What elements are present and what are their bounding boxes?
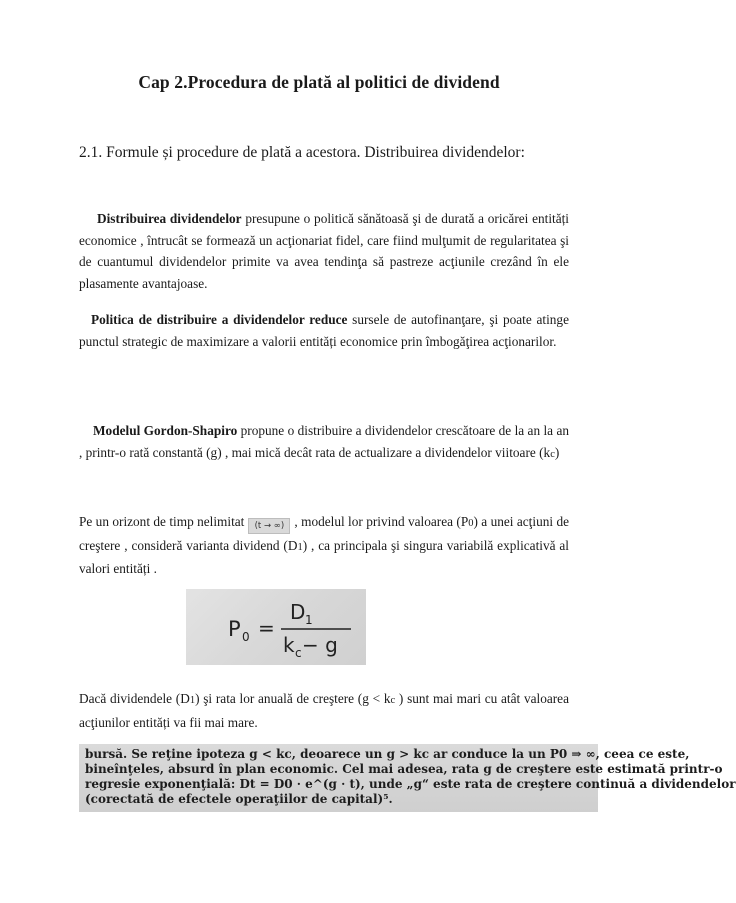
paragraph-text: ) a unei acţiuni de creştere , consideră varianta dividend (D xyxy=(79,514,569,553)
paragraph-bold-term: Politica de distribuire a dividendelor reduce xyxy=(91,312,348,327)
formula-lhs: P xyxy=(228,617,241,641)
paragraph-text: propune o distribuire a dividendelor crescătoare de la an la an , printr-o rată constantă (g) , mai mică decât rata de actualizare a dividendelor viitoare (k xyxy=(79,423,569,460)
paragraph-bold-term: Distribuirea dividendelor xyxy=(97,211,242,226)
scan-line-3: regresie exponenţială: Dt = D0 · e^(g · t), unde „g“ este rata de creştere continuă a dividendelor xyxy=(85,777,736,791)
paragraph-text: , modelul lor privind valoarea (P xyxy=(294,514,469,529)
scan-line-4: (corectată de efectele operaţiilor de capital)⁵. xyxy=(85,792,393,806)
paragraph-text: ) xyxy=(554,444,560,460)
paragraph-distribution xyxy=(79,208,569,294)
formula-lhs-sub: 0 xyxy=(242,630,250,644)
paragraph-text: presupune o politică sănătoasă şi de durată a oricărei entități economice , întrucât se formează un acţionariat fidel, care fiind mulţumit de regularitatea şi de cuantumul dividendelor primite va avea tendinţa să pastreze acţiunile crezând în ele plasamente avantajoase. xyxy=(79,211,570,291)
paragraph-text: Pe un orizont de timp nelimitat xyxy=(79,514,245,529)
subscript: 1 xyxy=(189,695,196,706)
paragraph-text: ) şi rata lor anuală de creştere (g < k xyxy=(195,691,391,706)
paragraph-gordon-shapiro xyxy=(79,420,569,465)
paragraph-conclusion xyxy=(79,688,569,733)
formula-den-sub: c xyxy=(295,646,302,660)
scanned-text-image xyxy=(79,744,736,812)
subscript: 1 xyxy=(297,541,303,553)
formula-image xyxy=(186,589,366,665)
paragraph-text: sursele de autofinanţare, şi poate atinge punctul strategic de maximizare a valorii entități economice prin îmbogăţirea acţionarilor. xyxy=(79,312,569,349)
formula-numerator-sub: 1 xyxy=(305,613,313,627)
formula-equals: = xyxy=(258,616,275,640)
scan-line-1: bursă. Se reţine ipoteza g < kc, deoarece un g > kc ar conduce la un P0 ⇒ ∞, ceea ce este, xyxy=(85,747,690,761)
scan-line-2: bineînţeles, absurd în plan economic. Cel mai adesea, rata g de creştere este estimată printr-o xyxy=(85,762,723,776)
formula-den-k: k xyxy=(283,633,295,657)
paragraph-bold-term: Modelul Gordon-Shapiro xyxy=(93,423,238,438)
paragraph-policy xyxy=(79,309,569,352)
paragraph-text: ) sunt mai mari cu atât valoarea acţiunilor entități va fii mai mare. xyxy=(79,691,569,730)
subscript: 0 xyxy=(468,518,474,529)
inline-formula-image: (t → ∞) xyxy=(248,518,290,534)
formula-den-rest: − g xyxy=(302,633,338,657)
page-title: Cap 2.Procedura de plată al politici de dividend xyxy=(138,72,500,92)
subscript: c xyxy=(550,448,555,460)
section-heading: 2.1. Formule și procedure de plată a acestora. Distribuirea dividendelor: xyxy=(79,144,525,161)
formula-numerator: D xyxy=(290,600,306,624)
subscript: c xyxy=(390,695,396,706)
paragraph-unlimited-horizon xyxy=(79,511,569,580)
paragraph-text: ) , ca principala şi singura variabilă explicativă al valori entități . xyxy=(79,537,570,576)
paragraph-text: Dacă dividendele (D xyxy=(79,691,190,706)
